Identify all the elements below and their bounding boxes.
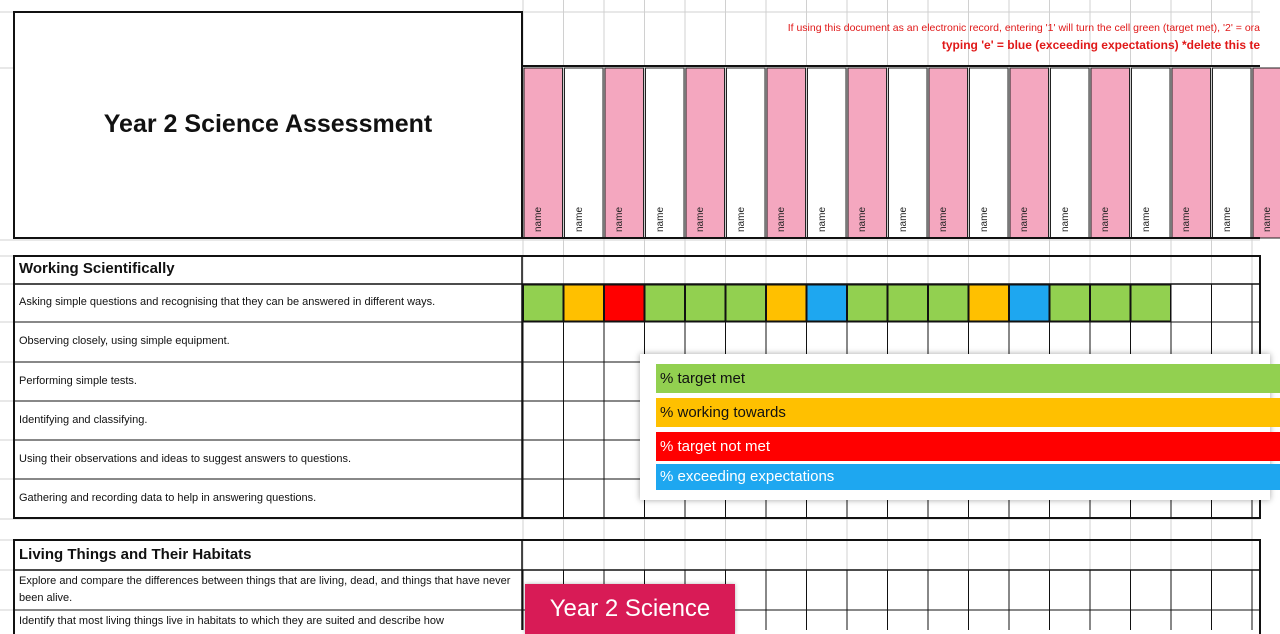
assessment-mark-green: [726, 285, 766, 321]
assessment-mark-green: [645, 285, 685, 321]
student-name-label: name: [533, 206, 544, 232]
student-name-label: name: [1262, 206, 1273, 232]
student-name-label: name: [978, 206, 990, 232]
year-2-science-badge[interactable]: Year 2 Science: [525, 584, 735, 634]
student-name-label: name: [897, 206, 909, 232]
assessment-mark-green: [524, 285, 564, 321]
student-name-label: name: [816, 206, 828, 232]
page-title: Year 2 Science Assessment: [103, 110, 433, 138]
row-label-explore-compare: Explore and compare the differences between things that are living, dead, and things that have never been alive.: [19, 575, 511, 604]
assessment-mark-green: [1091, 285, 1131, 321]
legend-target-not-met: % target not met: [656, 432, 1280, 461]
student-name-label: name: [938, 206, 949, 232]
row-label-observing: Observing closely, using simple equipment.: [19, 335, 230, 347]
student-name-label: name: [1181, 206, 1192, 232]
instruction-note-line-1: If using this document as an electronic record, entering '1' will turn the cell green (target met), '2' = ora: [787, 22, 1260, 34]
student-name-label: name: [1019, 206, 1030, 232]
legend-exceeding-expectations: % exceeding expectations: [656, 464, 1280, 490]
student-name-label: name: [1059, 206, 1071, 232]
row-label-identify-habitats: Identify that most living things live in habitats to which they are suited and describe how: [19, 615, 444, 627]
assessment-mark-green: [1050, 285, 1090, 321]
student-name-label: name: [1140, 206, 1152, 232]
assessment-mark-orange: [767, 285, 807, 321]
student-name-label: name: [695, 206, 706, 232]
student-name-label: name: [857, 206, 868, 232]
assessment-mark-red: [605, 285, 645, 321]
student-name-label: name: [573, 206, 585, 232]
student-name-label: name: [776, 206, 787, 232]
assessment-mark-blue: [807, 285, 847, 321]
section-heading-working-scientifically: Working Scientifically: [19, 260, 175, 277]
assessment-mark-green: [888, 285, 928, 321]
student-name-label: name: [1221, 206, 1233, 232]
row-label-gathering-data: Gathering and recording data to help in answering questions.: [19, 492, 317, 504]
legend-target-met: % target met: [656, 364, 1280, 393]
student-name-label: name: [735, 206, 747, 232]
assessment-mark-orange: [564, 285, 604, 321]
row-label-performing-tests: Performing simple tests.: [19, 375, 137, 387]
assessment-mark-blue: [1010, 285, 1050, 321]
assessment-mark-green: [929, 285, 969, 321]
assessment-mark-green: [848, 285, 888, 321]
instruction-note-line-2: typing 'e' = blue (exceeding expectations) *delete this te: [941, 38, 1260, 52]
section-heading-living-things: Living Things and Their Habitats: [19, 546, 252, 563]
legend-working-towards: % working towards: [656, 398, 1280, 427]
row-label-asking-questions: Asking simple questions and recognising that they can be answered in different ways.: [19, 296, 436, 308]
assessment-mark-green: [1131, 285, 1171, 321]
student-name-label: name: [1100, 206, 1111, 232]
results-legend: [640, 354, 1270, 500]
row-label-identifying-classifying: Identifying and classifying.: [19, 414, 148, 426]
student-name-label: name: [654, 206, 666, 232]
assessment-mark-green: [686, 285, 726, 321]
assessment-mark-orange: [969, 285, 1009, 321]
student-name-label: name: [614, 206, 625, 232]
row-label-using-observations: Using their observations and ideas to suggest answers to questions.: [19, 453, 352, 465]
